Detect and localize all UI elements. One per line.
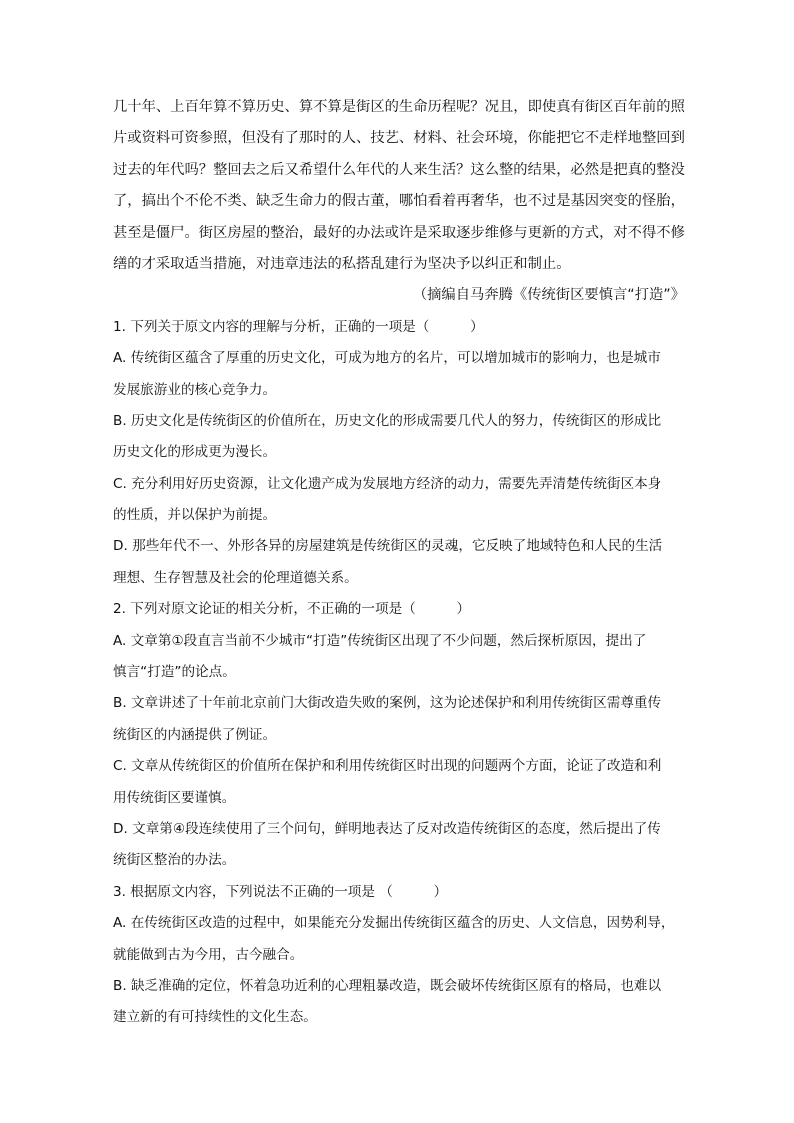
question-stem: 1. 下列关于原文内容的理解与分析，正确的一项是（ ） [113,318,484,335]
option-c-line-1: C. 文章从传统街区的价值所在保护和利用传统街区时出现的问题两个方面，论证了改造和利 [113,758,662,775]
option-a-line-2: 发展旅游业的核心竞争力。 [113,381,277,398]
passage-line: 过去的年代吗？整回去之后又希望什么年代的人来生活？这么整的结果，必然是把真的整没 [113,161,685,178]
option-c-line-2: 的性质，并以保护为前提。 [113,507,277,524]
passage-line: 几十年、上百年算不算历史、算不算是街区的生命历程呢？况且，即使真有街区百年前的照 [113,99,685,115]
passage-line: 片或资料可资参照，但没有了那时的人、技艺、材料、社会环境，你能把它不走样地整回到 [113,130,685,147]
option-a-line-1: A. 传统街区蕴含了厚重的历史文化，可成为地方的名片，可以增加城市的影响力，也是城市 [113,350,661,367]
passage [113,92,685,312]
option-d-line-1: D. 文章第④段连续使用了三个问句，鲜明地表达了反对改造传统街区的态度，然后提出了传 [113,820,661,837]
question-2 [113,594,685,877]
question-1 [113,312,685,595]
option-b-line-1: B. 文章讲述了十年前北京前门大街改造失败的案例，这为论述保护和利用传统街区需尊重传 [113,695,662,712]
option-a-line-2: 就能做到古为今用，古今融合。 [113,946,304,963]
option-a-line-1: A. 在传统街区改造的过程中，如果能充分发掘出传统街区蕴含的历史、人文信息，因势利导， [113,915,675,932]
option-a-line-1: A. 文章第①段直言当前不少城市“打造”传统街区出现了不少问题，然后探析原因，提出了 [113,632,647,649]
passage-source: （摘编自马奔腾《传统街区要慎言“打造”》 [412,287,685,304]
document-content [113,92,685,1034]
question-stem: 3. 根据原文内容，下列说法不正确的一项是 （ ） [113,883,448,900]
option-b-line-2: 历史文化的形成更为漫长。 [113,444,277,461]
question-3 [113,877,685,1034]
passage-line: 甚至是僵尸。街区房屋的整治，最好的办法或许是采取逐步维修与更新的方式，对不得不修 [113,224,685,241]
option-b-line-1: B. 历史文化是传统街区的价值所在，历史文化的形成需要几代人的努力，传统街区的形成比 [113,412,662,429]
option-b-line-2: 建立新的有可持续性的文化生态。 [113,1009,317,1026]
passage-line: 缮的才采取适当措施，对违章违法的私搭乱建行为坚决予以纠正和制止。 [113,255,571,272]
option-d-line-2: 理想、生存智慧及社会的伦理道德关系。 [113,569,358,586]
question-stem: 2. 下列对原文论证的相关分析，不正确的一项是（ ） [113,601,471,618]
passage-line: 了，搞出个不伦不类、缺乏生命力的假古董，哪怕看着再奢华，也不过是基因突变的怪胎， [113,193,685,210]
option-b-line-2: 统街区的内涵提供了例证。 [113,726,277,743]
option-d-line-1: D. 那些年代不一、外形各异的房屋建筑是传统街区的灵魂，它反映了地域特色和人民的生活 [113,538,663,555]
option-b-line-1: B. 缺乏准确的定位，怀着急功近利的心理粗暴改造，既会破坏传统街区原有的格局，也难以 [113,977,662,994]
option-c-line-1: C. 充分利用好历史资源，让文化遗产成为发展地方经济的动力，需要先弄清楚传统街区本身 [113,475,662,492]
option-d-line-2: 统街区整治的办法。 [113,852,236,869]
option-a-line-2: 慎言“打造”的论点。 [113,664,236,681]
option-c-line-2: 用传统街区要谨慎。 [113,789,236,806]
